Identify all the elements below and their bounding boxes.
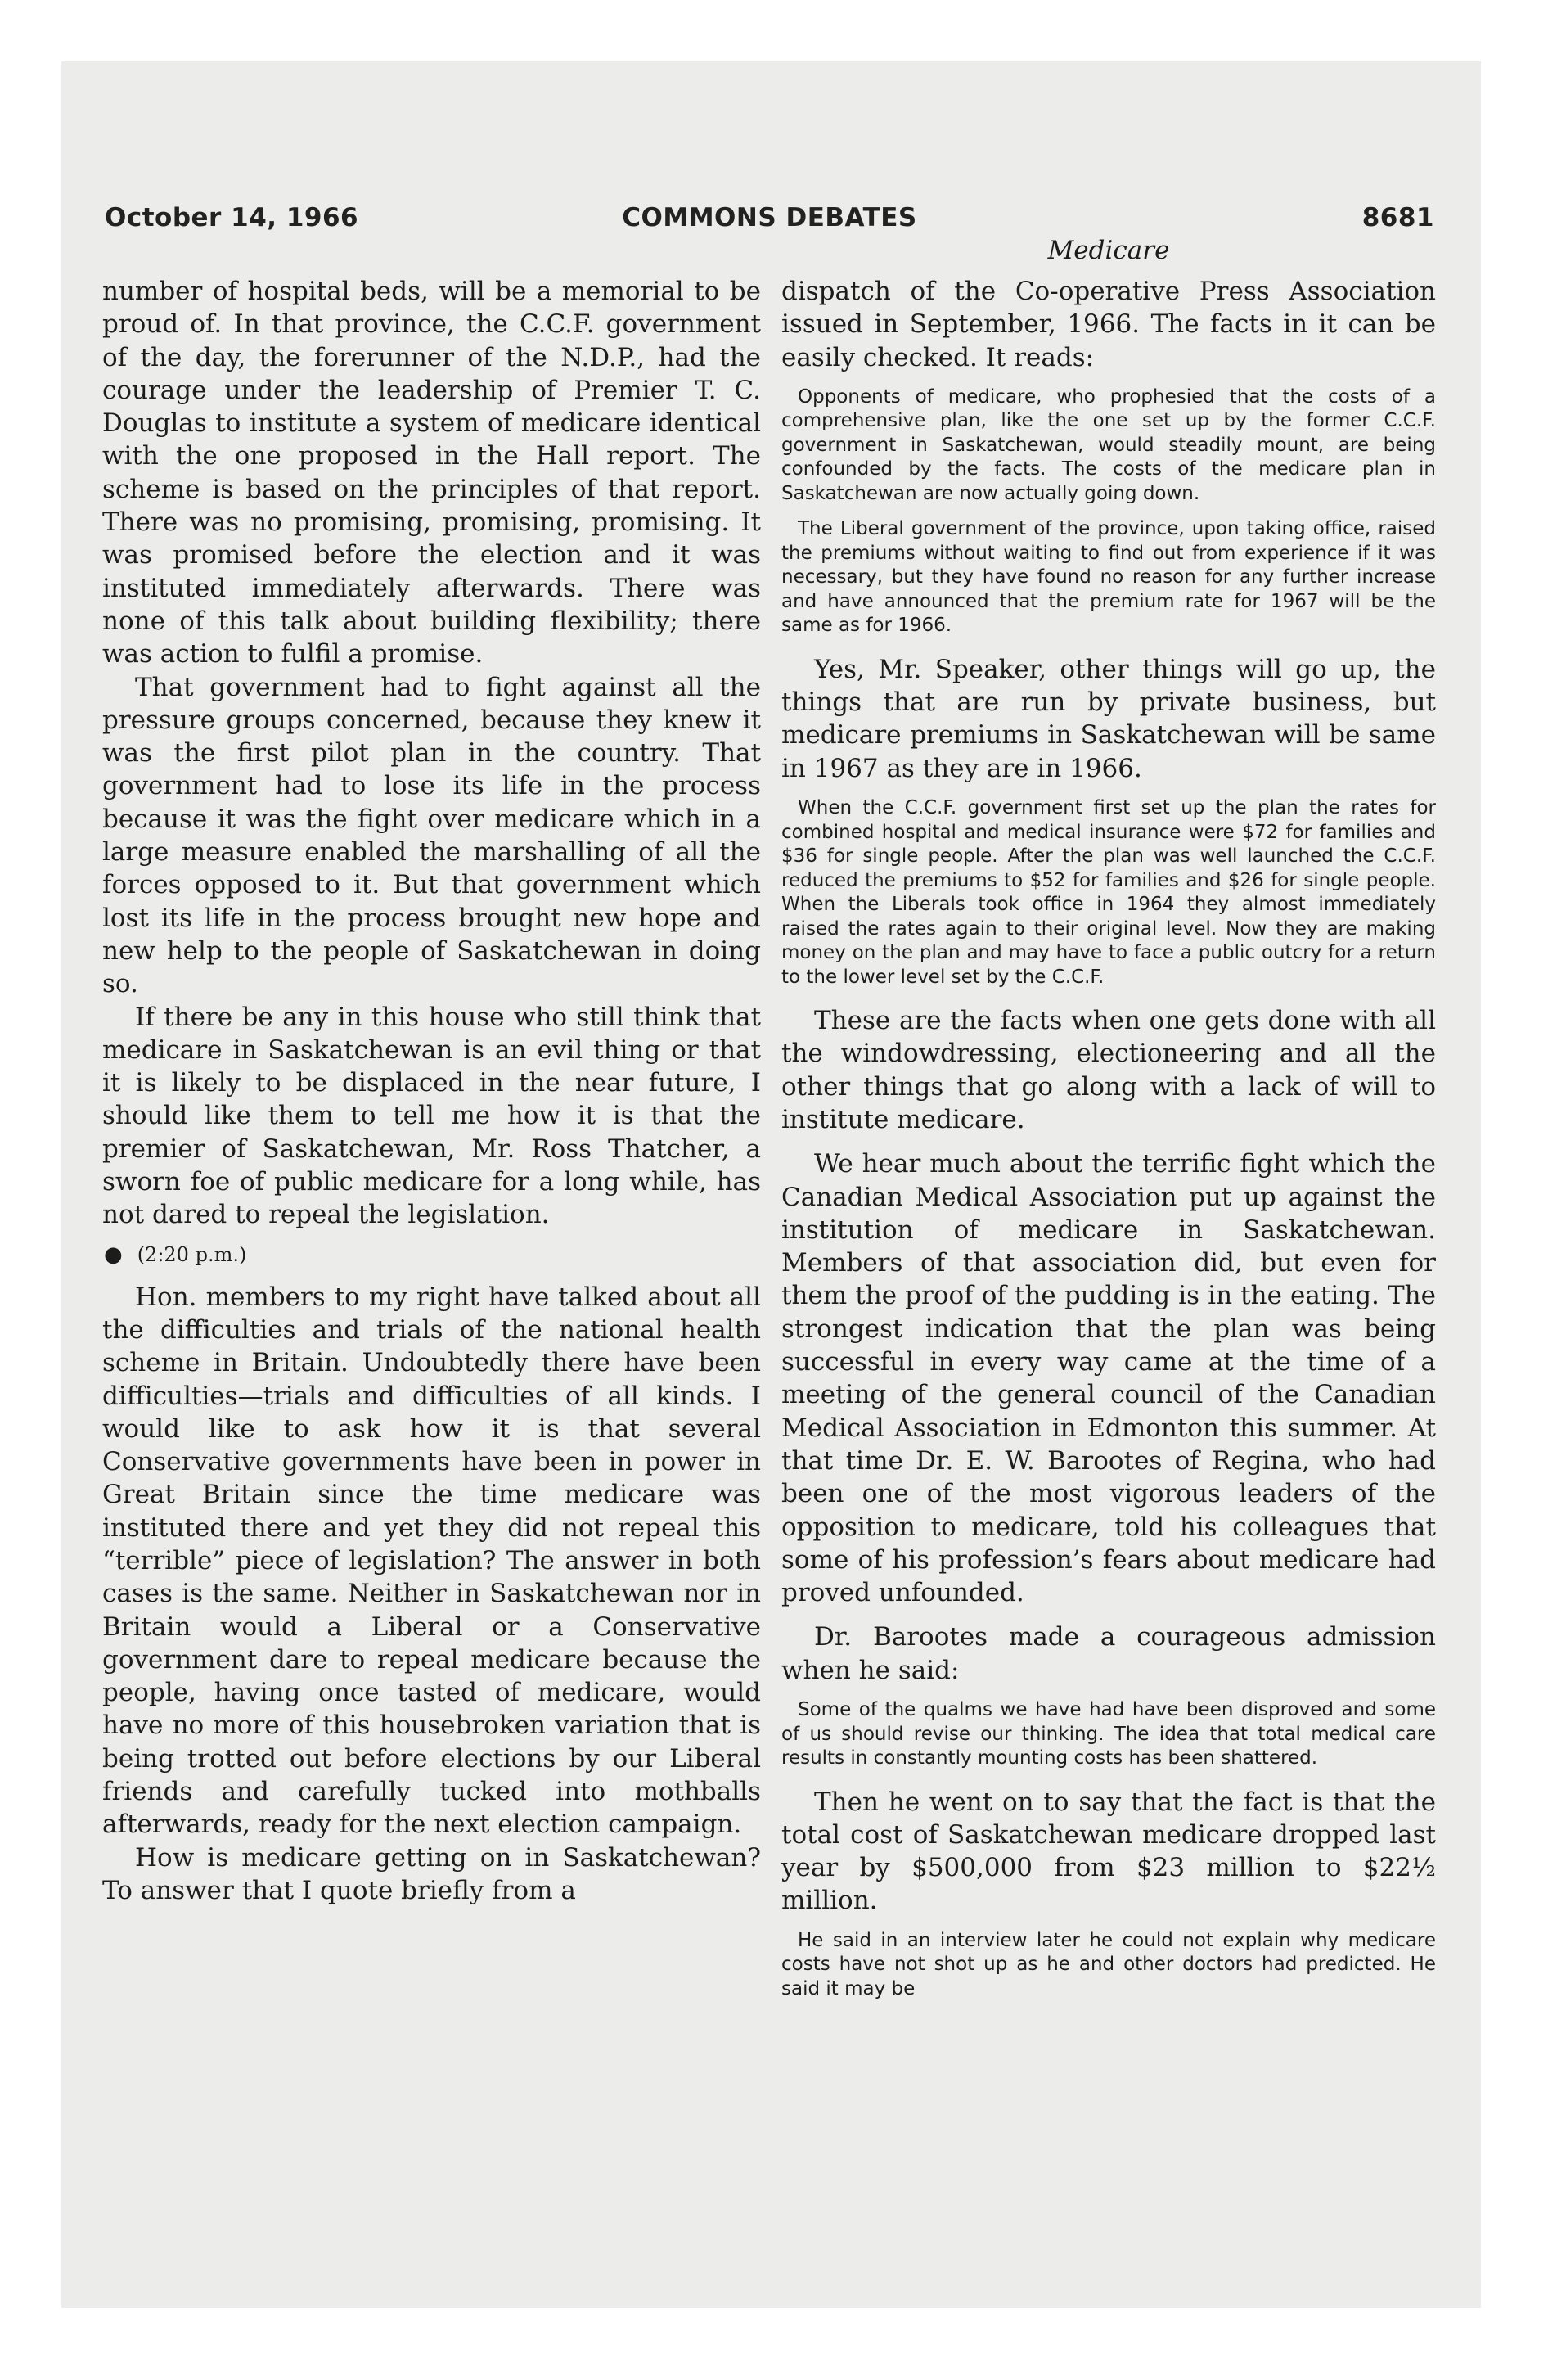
header-subject: Medicare [1047, 236, 1170, 265]
left-paragraph-2: That government had to fight against all the pressure groups concerned, because they knew it was the first pilot plan in the country. That government had to lose its life in the process because it was the fight over medicare which in a large measure enabled the marshalling of all the forces opposed to it. But that government which lost its life in the process brought new hope and new help to the people of Saskatchewan in doing so. [102, 672, 761, 999]
time-stamp-text: (2:20 p.m.) [137, 1242, 247, 1266]
bullet-icon: ● [104, 1242, 123, 1267]
quote-5: He said in an interview later he could not explain why medicare costs have not shot up as he and other doctors had predicted. He said it may be [781, 1929, 1436, 1999]
quote-4: Some of the qualms we have had have been disproved and some of us should revise our thinking. The idea that total medical care results in constantly mounting costs has been shattered. [781, 1699, 1436, 1769]
left-paragraph-5: How is medicare getting on in Saskatchewan? To answer that I quote briefly from a [102, 1842, 761, 1905]
right-paragraph-4: We hear much about the terrific fight which the Canadian Medical Association put up against the institution of medicare in Saskatchewan. Members of that association did, but even for them the proof of the pudding is in the eating. The strongest indication that the plan was being successful in every way came at the time of a meeting of the general council of the Canadian Medical Association in Edmonton this summer. At that time Dr. E. W. Barootes of Regina, who had been one of the most vigorous leaders of the opposition to medicare, told his colleagues that some of his profession’s fears about medicare had proved unfounded. [781, 1149, 1436, 1608]
quote-3: When the C.C.F. government first set up the plan the rates for combined hospital and medical insurance were $72 for families and $36 for single people. After the plan was well launched the C.C.F. reduced the premiums to $52 for families and $26 for single people. When the Liberals took office in 1964 they almost immediately raised the rates again to their original level. Now they are making money on the plan and may have to face a public outcry for a return to the lower level set by the C.C.F. [781, 797, 1436, 988]
right-paragraph-1: dispatch of the Co-operative Press Association issued in September, 1966. The facts in it can be easily checked. It reads: [781, 277, 1436, 372]
right-paragraph-2: Yes, Mr. Speaker, other things will go up, the things that are run by private business, but medicare premiums in Saskatchewan will be same in 1967 as they are in 1966. [781, 654, 1436, 783]
header-title: COMMONS DEBATES [622, 203, 917, 232]
header-date: October 14, 1966 [105, 203, 359, 232]
right-paragraph-5: Dr. Barootes made a courageous admission when he said: [781, 1622, 1436, 1685]
left-column [102, 275, 761, 1907]
left-paragraph-4: Hon. members to my right have talked about all the difficulties and trials of the national health scheme in Britain. Undoubtedly there have been difficulties—trials and difficulties of all kinds. I would like to ask how it is that several Conservative governments have been in power in Great Britain since the time medicare was instituted there and yet they did not repeal this “terrible” piece of legislation? The answer in both cases is the same. Neither in Saskatchewan nor in Britain would a Liberal or a Conservative government dare to repeal medicare because the people, having once tasted of medicare, would have no more of this housebroken variation that is being trotted out before elections by our Liberal friends and carefully tucked into mothballs afterwards, ready for the next election campaign. [102, 1282, 761, 1840]
left-paragraph-1: number of hospital beds, will be a memorial to be proud of. In that province, the C.C.F. government of the day, the forerunner of the N.D.P., had the courage under the leadership of Premier T. C. Douglas to institute a system of medicare identical with the one proposed in the Hall report. The scheme is based on the principles of that report. There was no promising, promising, promising. It was promised before the election and it was instituted immediately afterwards. There was none of this talk about building flexibility; there was action to fulfil a promise. [102, 277, 761, 669]
left-paragraph-3: If there be any in this house who still think that medicare in Saskatchewan is an evil thing or that it is likely to be displaced in the near future, I should like them to tell me how it is that the premier of Saskatchewan, Mr. Ross Thatcher, a sworn foe of public medicare for a long while, has not dared to repeal the legislation. [102, 1002, 761, 1230]
header-page-number: 8681 [1361, 203, 1434, 232]
right-column [781, 275, 1436, 2001]
right-paragraph-3: These are the facts when one gets done with all the windowdressing, electioneering and all the other things that go along with a lack of will to institute medicare. [781, 1006, 1436, 1134]
right-paragraph-6: Then he went on to say that the fact is that the total cost of Saskatchewan medicare dropped last year by $500,000 from $23 million to $22½ million. [781, 1787, 1436, 1916]
quote-1: Opponents of medicare, who prophesied that the costs of a comprehensive plan, like the one set up by the former C.C.F. government in Saskatchewan, would steadily mount, are being confounded by the facts. The costs of the medicare plan in Saskatchewan are now actually going down. [781, 385, 1436, 504]
time-stamp [102, 1238, 761, 1271]
quote-2: The Liberal government of the province, upon taking office, raised the premiums without waiting to find out from experience if it was necessary, but they have found no reason for any further increase and have announced that the premium rate for 1967 will be the same as for 1966. [781, 518, 1436, 637]
